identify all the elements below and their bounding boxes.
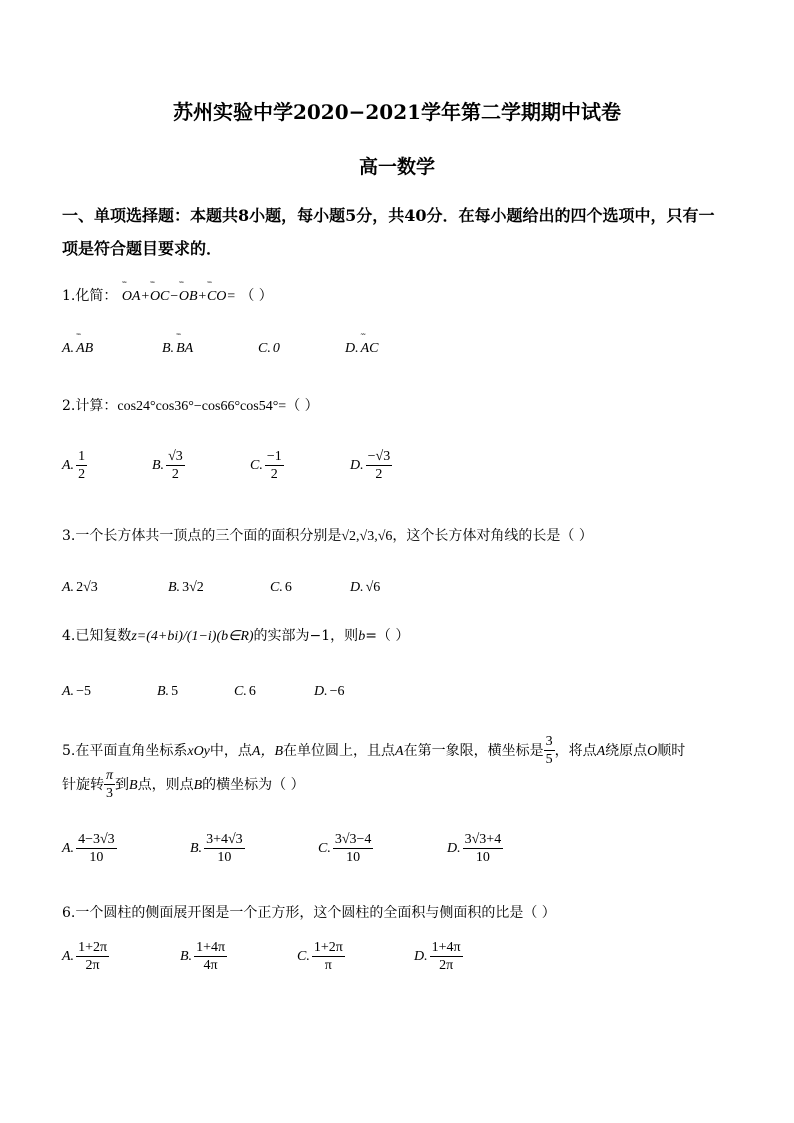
exam-title: 苏州实验中学2020−2021学年第二学期期中试卷 [172,100,622,124]
q2-option-c: C. $\frac{-1}{2}$ [250,449,282,483]
q6-option-c: C. $\frac{1+2\pi}{\pi}$ [297,940,343,974]
q4-option-a: A. −5 [62,684,91,699]
section-heading-line2: 项是符合题目要求的． [62,239,223,258]
q3-option-c: C. 6 [270,580,292,595]
q4-option-b: B. 5 [157,684,179,699]
q5-option-a: A. $\frac{4-3√3}{10}$ [62,832,115,866]
q6-option-d: D. $\frac{1+4\pi}{2\pi}$ [414,940,461,974]
q2-option-a: A. $\frac{1}{2}$ [62,449,86,483]
q1-option-a: A.˜˜ AB [62,341,93,357]
q4-option-c: C. 6 [234,684,256,699]
q2-option-d: D. $\frac{-√3}{2}$ [350,449,391,483]
question-number: 3. [62,528,76,544]
q2-option-b: B. $\frac{√3}{2}$ [152,449,183,483]
q5-option-c: C. $\frac{3√3-4}{10}$ [318,832,372,866]
q1-option-c: C. 0 [258,341,280,356]
question-5-line1: 5.在平面直角坐标系xOy中，点A，B在单位圆上，且点A在第一象限，横坐标是 $\frac{3}{5}$ ，将点A绕原点O顺时 [62,734,686,768]
question-2 [62,395,319,415]
q4-option-d: D. −6 [314,684,345,699]
q3-option-d: D. √6 [350,580,381,595]
question-stem: 一个长方体共一顶点的三个面的面积分别是 [75,528,342,544]
radical-list: √2,√3,√6 [341,529,393,544]
question-stem: 化简： [75,288,118,304]
question-number: 2. [62,398,76,414]
q1-option-d: D.˜˜ AC [345,341,379,357]
q3-option-b: B. 3√2 [168,580,204,595]
question-stem: 计算： [75,398,118,414]
question-3 [62,525,593,545]
question-number: 5. [62,742,76,759]
exam-subtitle: 高一数学 [358,156,435,178]
answer-blank: =（ ） [365,628,410,644]
question-number: 4. [62,628,76,644]
question-5-line2: 针旋转 $\frac{\pi}{3}$ 到B点，则点B的横坐标为（ ） [62,768,305,802]
question-stem-suffix: ，这个长方体对角线的长是（ ） [392,528,593,544]
question-stem: 一个圆柱的侧面展开图是一个正方形，这个圆柱的全面积与侧面积的比是（ ） [75,905,556,921]
q1-option-b: B.˜˜ BA [162,341,193,357]
question-stem: 已知复数 [75,628,132,644]
q5-option-d: D. $\frac{3√3+4}{10}$ [447,832,502,866]
q6-option-a: A. $\frac{1+2\pi}{2\pi}$ [62,940,108,974]
question-number: 1. [62,288,76,304]
answer-blank: （ ） [240,288,273,304]
q6-option-b: B. $\frac{1+4\pi}{4\pi}$ [180,940,226,974]
answer-blank: （ ） [286,398,319,414]
variable-b: b [358,629,366,644]
question-4 [62,625,409,645]
trig-expression: cos24°cos36°−cos66°cos54°= [117,399,287,414]
complex-expression: z=(4+bi)/(1−i)(b∈R) [131,629,254,644]
question-6 [62,902,556,922]
question-1 [62,285,273,305]
q5-option-b: B. $\frac{3+4√3}{10}$ [190,832,243,866]
vector-expression: ˜˜ OA+˜˜ OC−˜˜ OB+˜˜ CO= [122,289,236,304]
section-heading-line1: 一、单项选择题：本题共8小题，每小题5分，共40分．在每小题给出的四个选项中，只有一 [62,206,715,225]
question-number: 6. [62,905,76,921]
question-stem-suffix: 的实部为−1，则 [253,628,359,644]
q3-option-a: A. 2√3 [62,580,98,595]
